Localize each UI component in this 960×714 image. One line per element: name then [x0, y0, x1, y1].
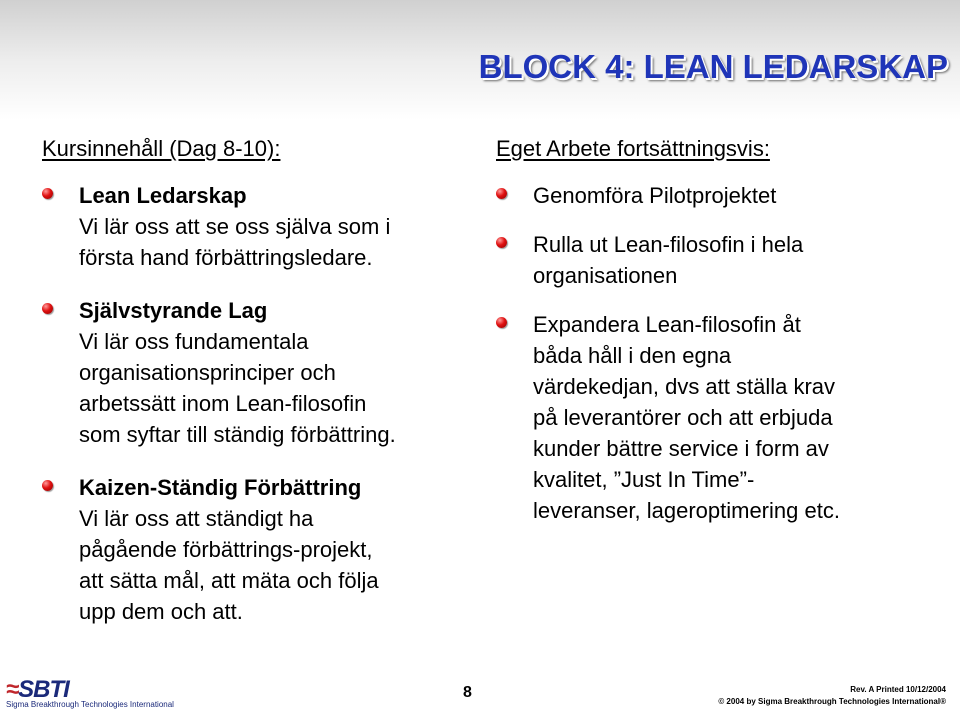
- logo-subtitle: Sigma Breakthrough Technologies International: [6, 700, 174, 709]
- logo-text: SBTI: [18, 676, 69, 703]
- bullet-text-line: kunder bättre service i form av: [533, 436, 829, 461]
- logo-icon: ≈SBTI: [6, 676, 69, 703]
- bullet-text-line: Rulla ut Lean-filosofin i hela: [533, 232, 804, 257]
- course-content-heading: Kursinnehåll (Dag 8-10):: [42, 136, 281, 161]
- slide-title: BLOCK 4: LEAN LEDARSKAP: [478, 48, 948, 85]
- bullet-text-line: att sätta mål, att mäta och följa: [79, 568, 379, 593]
- bullet-icon: [496, 188, 507, 199]
- bullet-text-line: på leverantörer och att erbjuda: [533, 405, 833, 430]
- bullet-text-line: båda håll i den egna: [533, 343, 732, 368]
- bullet-text-line: upp dem och att.: [79, 599, 243, 624]
- copyright-text: © 2004 by Sigma Breakthrough Technologies International®: [718, 697, 946, 706]
- bullet-text-line: leveranser, lageroptimering etc.: [533, 498, 840, 523]
- bullet-text-line: Vi lär oss att ständigt ha: [79, 506, 314, 531]
- bullet-text-line: arbetssätt inom Lean-filosofin: [79, 391, 367, 416]
- list-item: [42, 295, 396, 450]
- bullet-title: Kaizen-Ständig Förbättring: [79, 475, 362, 500]
- bullet-icon: [42, 188, 53, 199]
- bullet-icon: [42, 480, 53, 491]
- bullet-icon: [42, 303, 53, 314]
- bullet-text-line: organisationsprinciper och: [79, 360, 336, 385]
- revision-text: Rev. A Printed 10/12/2004: [850, 685, 946, 694]
- bullet-text-line: organisationen: [533, 263, 678, 288]
- own-work-list: [496, 180, 840, 544]
- list-item: [42, 472, 396, 627]
- bullet-icon: [496, 237, 507, 248]
- list-item: [496, 309, 840, 526]
- bullet-text-line: Vi lär oss att se oss själva som i: [79, 214, 391, 239]
- list-item: [496, 180, 840, 211]
- bullet-title: Självstyrande Lag: [79, 298, 268, 323]
- bullet-text-line: som syftar till ständig förbättring.: [79, 422, 396, 447]
- bullet-text-line: första hand förbättringsledare.: [79, 245, 373, 270]
- bullet-icon: [496, 317, 507, 328]
- page-number: 8: [463, 684, 472, 701]
- bullet-title: Lean Ledarskap: [79, 183, 247, 208]
- bullet-text-line: kvalitet, ”Just In Time”-: [533, 467, 755, 492]
- list-item: [42, 180, 396, 273]
- sbti-logo: [6, 676, 176, 712]
- bullet-text-line: Vi lär oss fundamentala: [79, 329, 309, 354]
- bullet-text-line: pågående förbättrings-projekt,: [79, 537, 373, 562]
- own-work-heading: Eget Arbete fortsättningsvis:: [496, 136, 770, 161]
- bullet-text-line: värdekedjan, dvs att ställa krav: [533, 374, 836, 399]
- bullet-text-line: Expandera Lean-filosofin åt: [533, 312, 801, 337]
- footer-info: [718, 684, 946, 708]
- list-item: [496, 229, 840, 291]
- bullet-text-line: Genomföra Pilotprojektet: [533, 183, 777, 208]
- course-content-list: [42, 180, 396, 649]
